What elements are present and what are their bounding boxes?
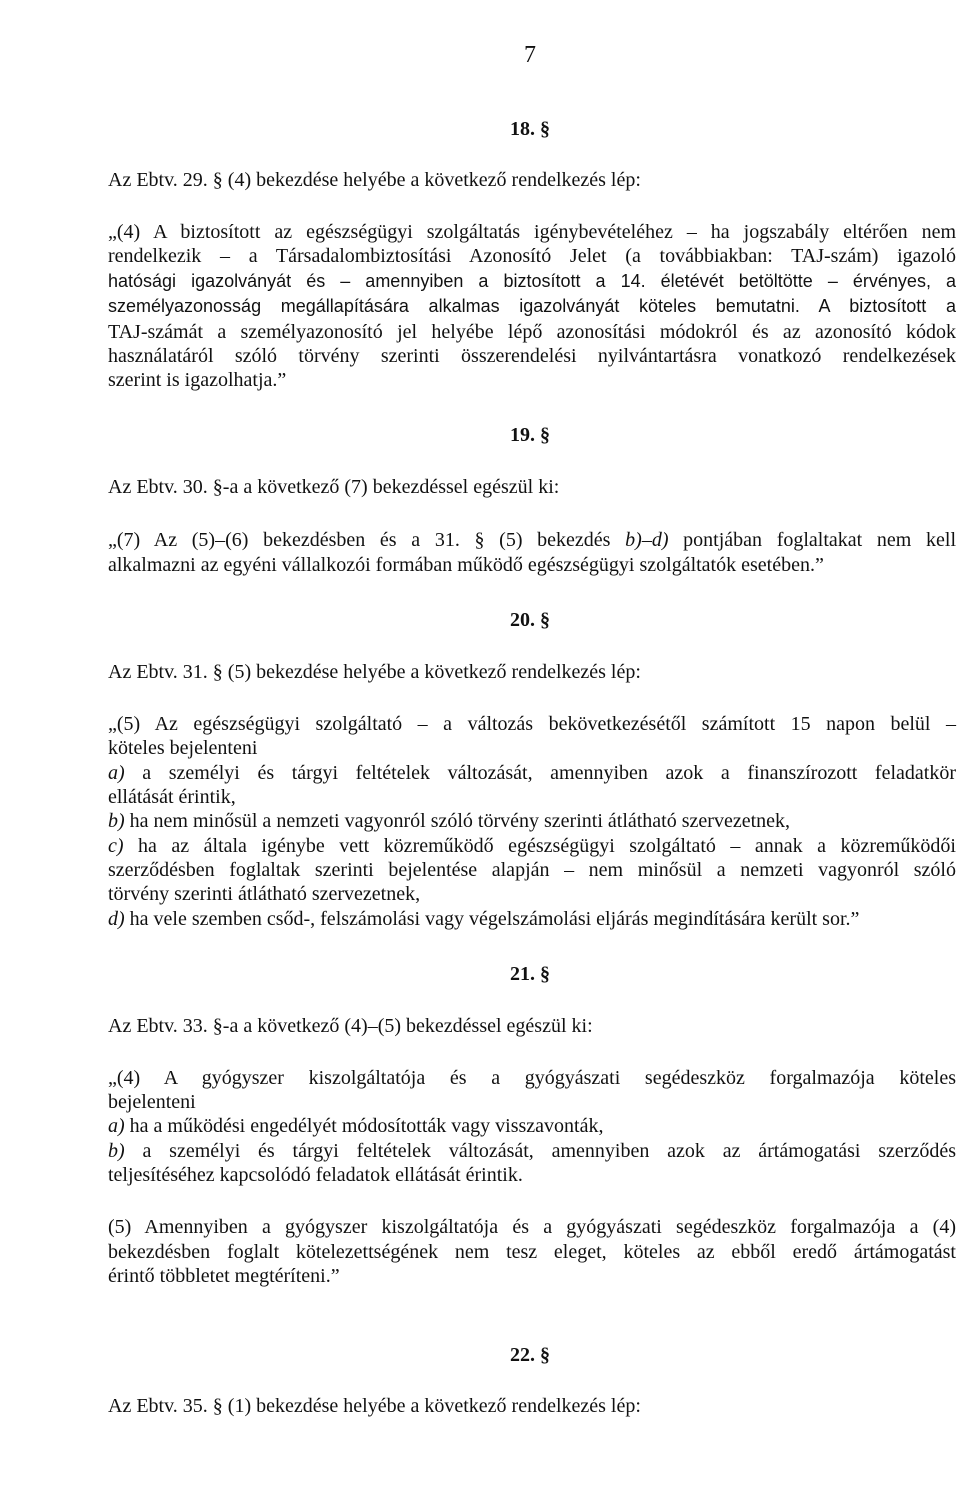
list-label: c): [108, 835, 124, 857]
section-19-text-line: [108, 528, 956, 552]
section-heading-19: 19. §: [510, 424, 550, 446]
section-18-text-line: hatósági igazolványát és – amennyiben a biztosított a 14. életévét betöltötte – érvényes, a: [108, 271, 956, 291]
list-item-b: [108, 809, 790, 833]
section-18-text-line: „(4) A biztosított az egészségügyi szolgáltatás igénybevételéhez – ha jogszabály eltérően nem: [108, 221, 956, 243]
section-22-intro: Az Ebtv. 35. § (1) bekezdése helyébe a következő rendelkezés lép:: [108, 1395, 641, 1417]
section-18-text-line: személyazonosság megállapítására alkalmas igazolványát köteles bemutatni. A biztosított a: [108, 296, 956, 316]
text-span: a személyi és tárgyi feltételek változását, amennyiben azok a finanszírozott feladatkör: [124, 762, 956, 784]
text-span: ha vele szemben csőd-, felszámolási vagy végelszámolási eljárás megindítására került sor.”: [124, 908, 860, 930]
list-label: a): [108, 762, 125, 784]
text-span: ha nem minősül a nemzeti vagyonról szóló törvény szerinti átlátható szervezetnek,: [124, 810, 791, 832]
section-21-intro: Az Ebtv. 33. §-a a következő (4)–(5) bekezdéssel egészül ki:: [108, 1015, 593, 1037]
list-label: b): [108, 1140, 125, 1162]
list-item-d: [108, 907, 859, 931]
paragraph-5-line: bekezdésben foglalt kötelezettségének nem tesz eleget, köteles az ebből eredő ártámogatást: [108, 1241, 956, 1263]
paragraph-5-line: érintő többletet megtéríteni.”: [108, 1265, 340, 1287]
paragraph-5-line: (5) Amennyiben a gyógyszer kiszolgáltatója és a gyógyászati segédeszköz forgalmazója a (4): [108, 1216, 956, 1238]
text-span: pontjában foglaltakat nem kell: [668, 529, 957, 551]
list-item-c: [108, 834, 956, 858]
list-item-c-continued: szerződésben foglaltak szerinti bejelentése alapján – nem minősül a nemzeti vagyonról szóló: [108, 859, 956, 881]
text-span: „(7) Az (5)–(6) bekezdésben és a 31. § (5) bekezdés: [108, 529, 626, 551]
page-number: 7: [524, 42, 536, 68]
section-18-text-line: TAJ-számát a személyazonosító jel helyébe lépő azonosítási módokról és az azonosító kódok: [108, 321, 956, 343]
section-21-text-line: „(4) A gyógyszer kiszolgáltatója és a gyógyászati segédeszköz forgalmazója köteles: [108, 1067, 956, 1089]
section-20-intro: Az Ebtv. 31. § (5) bekezdése helyébe a következő rendelkezés lép:: [108, 661, 641, 683]
text-span: ha az általa igénybe vett közreműködő egészségügyi szolgáltató – annak a közreműködői: [123, 835, 956, 857]
section-19-intro: Az Ebtv. 30. §-a a következő (7) bekezdéssel egészül ki:: [108, 476, 560, 498]
list-label: d): [108, 908, 125, 930]
list-item-b-continued: teljesítéséhez kapcsolódó feladatok ellátását érintik.: [108, 1164, 523, 1186]
text-span: a személyi és tárgyi feltételek változását, amennyiben azok az ártámogatási szerződés: [124, 1140, 956, 1162]
list-label: a): [108, 1115, 125, 1137]
section-21-text-line: bejelenteni: [108, 1091, 196, 1113]
section-18-text-line: használatáról szóló törvény szerinti összerendelési nyilvántartásra vonatkozó rendelkezések: [108, 345, 956, 367]
section-heading-18: 18. §: [510, 118, 550, 140]
list-item-a-continued: ellátását érintik,: [108, 786, 236, 808]
section-19-text-line: alkalmazni az egyéni vállalkozói formában működő egészségügyi szolgáltatók esetében.”: [108, 554, 824, 576]
section-heading-22: 22. §: [510, 1344, 550, 1366]
italic-span: b)–d): [625, 529, 669, 551]
list-item-b: [108, 1139, 956, 1163]
section-heading-21: 21. §: [510, 963, 550, 985]
list-item-a: [108, 761, 956, 785]
list-label: b): [108, 810, 125, 832]
section-heading-20: 20. §: [510, 609, 550, 631]
list-item-a: [108, 1114, 603, 1138]
list-item-c-continued: törvény szerinti átlátható szervezetnek,: [108, 883, 421, 905]
section-18-text-line: rendelkezik – a Társadalombiztosítási Azonosító Jelet (a továbbiakban: TAJ-szám) igazoló: [108, 245, 956, 267]
section-18-intro: Az Ebtv. 29. § (4) bekezdése helyébe a következő rendelkezés lép:: [108, 169, 641, 191]
section-18-text-line: szerint is igazolhatja.”: [108, 369, 287, 391]
section-20-text-line: köteles bejelenteni: [108, 737, 258, 759]
section-20-text-line: „(5) Az egészségügyi szolgáltató – a változás bekövetkezésétől számított 15 napon belül –: [108, 713, 956, 735]
text-span: ha a működési engedélyét módosították vagy visszavonták,: [124, 1115, 604, 1137]
